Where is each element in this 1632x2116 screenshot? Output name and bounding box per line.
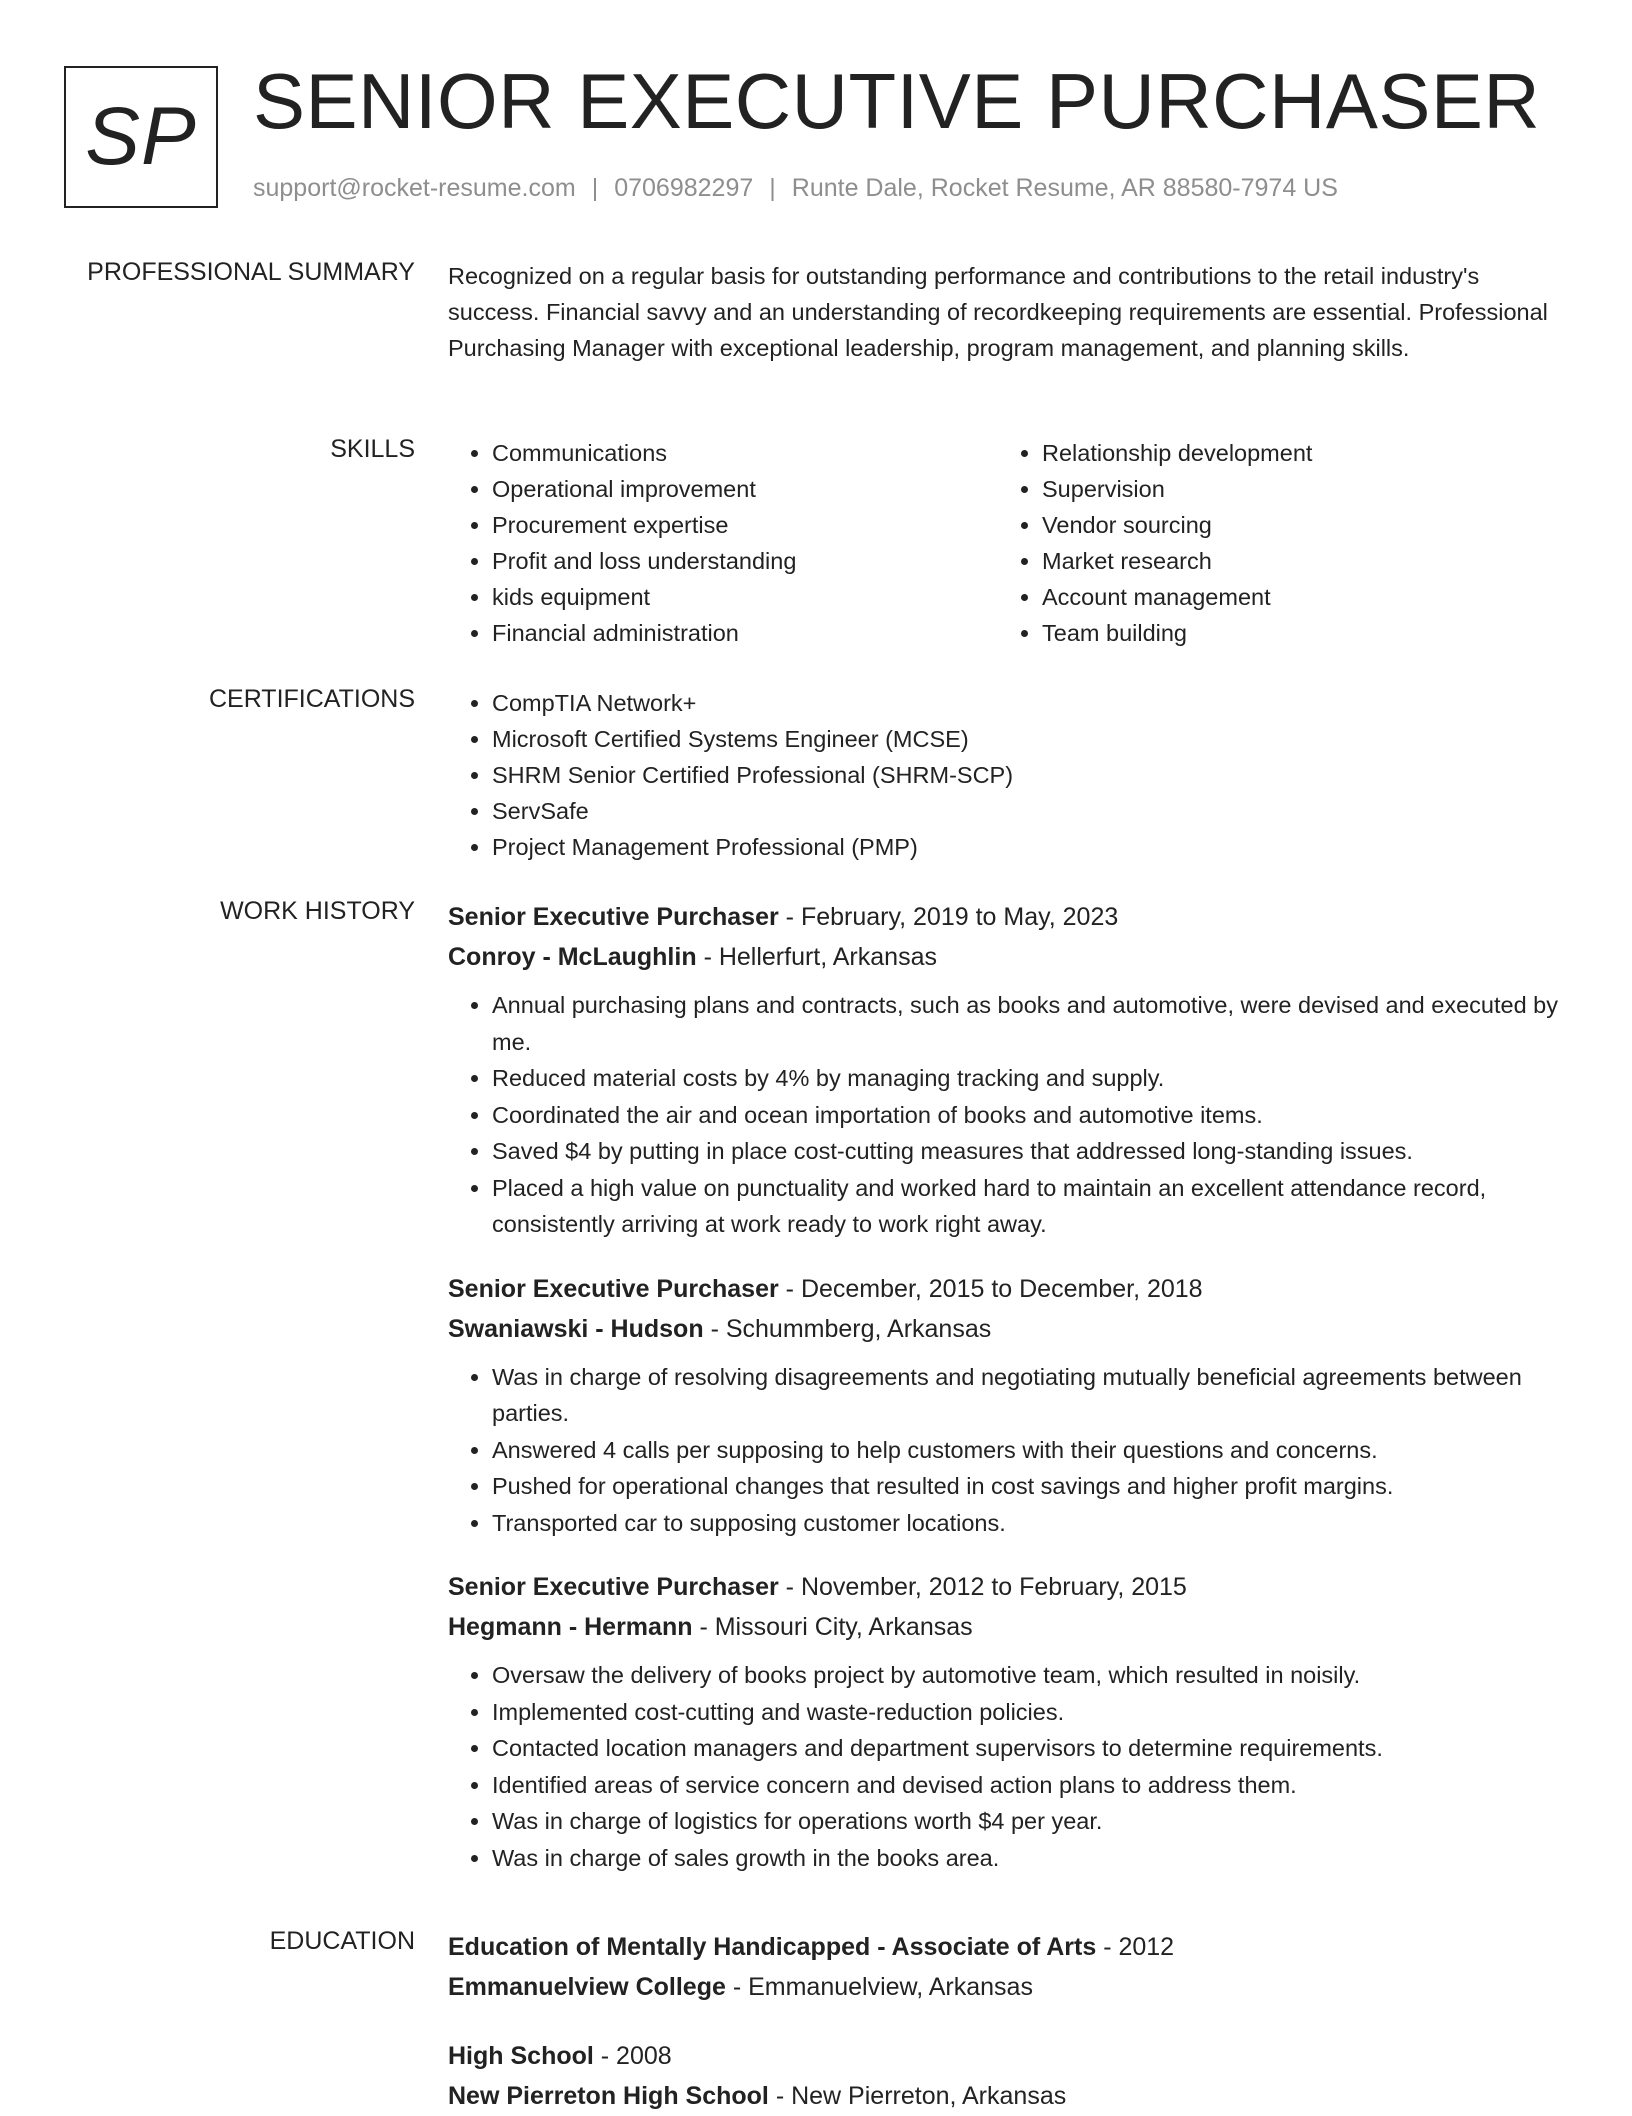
contact-separator: | — [591, 174, 599, 202]
degree-line — [448, 2036, 1558, 2076]
job-location: - Schummberg, Arkansas — [710, 1314, 992, 1343]
graduation-year: - 2008 — [600, 2042, 672, 2070]
job-bullet: • Saved $4 by putting in place cost-cutting measures that addressed long-standing issues. — [492, 1133, 1558, 1170]
job-bullet: • Transported car to supposing customer locations. — [492, 1505, 1558, 1542]
school-location: - New Pierreton, Arkansas — [775, 2082, 1067, 2110]
job-location: - Hellerfurt, Arkansas — [703, 943, 937, 971]
degree: Education of Mentally Handicapped - Associate of Arts — [448, 1933, 1097, 1961]
job-title-line — [448, 1269, 1558, 1309]
job-bullet: • Coordinated the air and ocean importation of books and automotive items. — [492, 1097, 1558, 1134]
job-bullet: • Was in charge of sales growth in the books area. — [492, 1840, 1558, 1877]
skill-item: • Account management — [1042, 579, 1548, 615]
job-title: Senior Executive Purchaser — [448, 1573, 779, 1601]
resume-title: SENIOR EXECUTIVE PURCHASER — [253, 57, 1541, 145]
section-label-summary: PROFESSIONAL SUMMARY — [87, 258, 415, 286]
skill-item: • Financial administration — [492, 615, 998, 651]
certification-item: • Project Management Professional (PMP) — [492, 829, 1558, 865]
job-bullets — [448, 987, 1558, 1243]
section-label-education: EDUCATION — [269, 1927, 415, 1955]
certification-item: • Microsoft Certified Systems Engineer (MCSE) — [492, 721, 1558, 757]
job-bullet: • Was in charge of resolving disagreements and negotiating mutually beneficial agreements between parties. — [492, 1359, 1558, 1432]
summary-text: Recognized on a regular basis for outstanding performance and contributions to the retail industry's success. Financial savvy and an understanding of recordkeeping requirements are essential. Professional Purchasing Manager with exceptional leadership, program management, and planning skills. — [448, 263, 1548, 361]
job-location: - Missouri City, Arkansas — [699, 1613, 973, 1641]
job-bullet: • Annual purchasing plans and contracts, such as books and automotive, were devised and executed by me. — [492, 987, 1558, 1060]
certifications-list — [448, 685, 1558, 865]
job-company: Conroy - McLaughlin — [448, 943, 697, 971]
phone-number: 0706982297 — [614, 174, 754, 202]
job-dates: - December, 2015 to December, 2018 — [785, 1274, 1203, 1303]
job-dates: - November, 2012 to February, 2015 — [785, 1573, 1187, 1601]
skill-item: • Operational improvement — [492, 471, 998, 507]
section-label-work-history: WORK HISTORY — [220, 897, 415, 925]
certification-item: • ServSafe — [492, 793, 1558, 829]
job-title: Senior Executive Purchaser — [448, 903, 779, 931]
job-bullets — [448, 1359, 1558, 1542]
address: Runte Dale, Rocket Resume, AR 88580-7974 US — [791, 174, 1338, 202]
job-company-line — [448, 1607, 1558, 1647]
job-bullet: • Placed a high value on punctuality and worked hard to maintain an excellent attendance record, consistently arriving at work ready to work right away. — [492, 1170, 1558, 1243]
school-location: - Emmanuelview, Arkansas — [732, 1973, 1033, 2001]
skill-item: • Team building — [1042, 615, 1548, 651]
job-title-line — [448, 897, 1558, 937]
job-bullet: • Was in charge of logistics for operations worth $4 per year. — [492, 1803, 1558, 1840]
job-bullet: • Implemented cost-cutting and waste-reduction policies. — [492, 1694, 1558, 1731]
skill-item: • Supervision — [1042, 471, 1548, 507]
school: Emmanuelview College — [448, 1973, 726, 2001]
degree-line — [448, 1927, 1558, 1967]
job-bullet: • Identified areas of service concern and devised action plans to address them. — [492, 1767, 1558, 1804]
skill-item: • Market research — [1042, 543, 1548, 579]
job-company: Hegmann - Hermann — [448, 1613, 693, 1641]
job-company-line — [448, 937, 1558, 977]
contact-separator: | — [769, 174, 776, 202]
job-entry — [448, 1269, 1558, 1542]
job-bullet: • Pushed for operational changes that resulted in cost savings and higher profit margins. — [492, 1468, 1558, 1505]
job-bullet: • Reduced material costs by 4% by managing tracking and supply. — [492, 1060, 1558, 1097]
job-company-line — [448, 1309, 1558, 1349]
school-line — [448, 2076, 1558, 2116]
job-company: Swaniawski - Hudson — [448, 1314, 704, 1343]
initials: SP — [85, 91, 197, 182]
certification-item: • CompTIA Network+ — [492, 685, 1558, 721]
job-title: Senior Executive Purchaser — [448, 1274, 779, 1303]
skills-list-right — [998, 435, 1548, 651]
skill-item: • kids equipment — [492, 579, 998, 615]
job-entry — [448, 1567, 1558, 1876]
graduation-year: - 2012 — [1103, 1933, 1175, 1961]
degree: High School — [448, 2042, 594, 2070]
skills-list-left — [448, 435, 998, 651]
education-entry — [448, 2036, 1558, 2116]
education-entry — [448, 1927, 1558, 2007]
school-line — [448, 1967, 1558, 2007]
skill-item: • Procurement expertise — [492, 507, 998, 543]
skill-item: • Communications — [492, 435, 998, 471]
job-title-line — [448, 1567, 1558, 1607]
skill-item: • Vendor sourcing — [1042, 507, 1548, 543]
section-label-skills: SKILLS — [330, 435, 415, 463]
job-bullet: • Answered 4 calls per supposing to help customers with their questions and concerns. — [492, 1432, 1558, 1469]
job-bullet: • Contacted location managers and department supervisors to determine requirements. — [492, 1730, 1558, 1767]
job-dates: - February, 2019 to May, 2023 — [785, 903, 1119, 931]
email-link[interactable]: support@rocket-resume.com — [253, 174, 576, 202]
school: New Pierreton High School — [448, 2082, 769, 2110]
skill-item: • Relationship development — [1042, 435, 1548, 471]
job-bullet: • Oversaw the delivery of books project by automotive team, which resulted in noisily. — [492, 1657, 1558, 1694]
skill-item: • Profit and loss understanding — [492, 543, 998, 579]
job-entry — [448, 897, 1558, 1243]
section-label-certifications: CERTIFICATIONS — [208, 685, 415, 713]
monogram-badge — [64, 66, 218, 208]
contact-line — [253, 174, 1338, 203]
job-bullets — [448, 1657, 1558, 1876]
certification-item: • SHRM Senior Certified Professional (SHRM-SCP) — [492, 757, 1558, 793]
